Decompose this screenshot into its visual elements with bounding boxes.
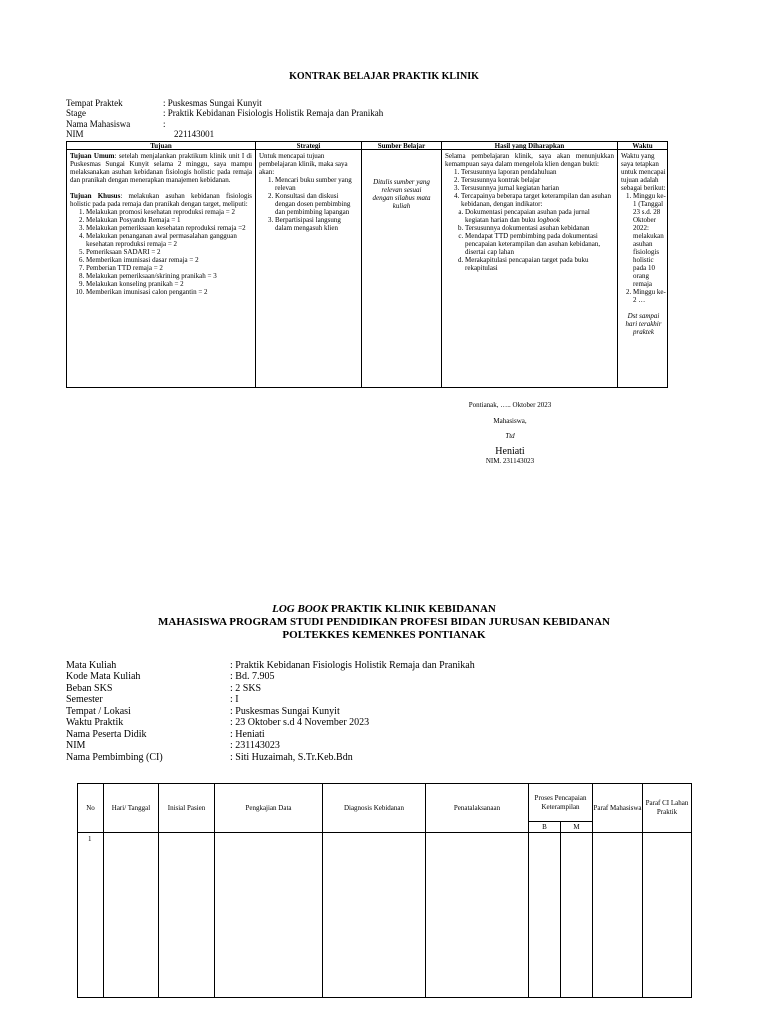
- table-cell[interactable]: [426, 833, 529, 998]
- logbook-subtitle-2: POLTEKKES KEMENKES PONTIANAK: [282, 629, 486, 641]
- logbook-title: [0, 603, 768, 615]
- tujuan-khusus-label: Tujuan Khusus: [70, 192, 121, 200]
- strategi-list: [259, 176, 358, 232]
- col-paraf-ci: Paraf CI Lahan Praktik: [643, 784, 692, 833]
- logbook-title-italic: LOG BOOK: [272, 603, 329, 615]
- table-cell[interactable]: [104, 833, 159, 998]
- list-item: d. Merakapitulasi pencapaian target pada buku rekapitulasi: [465, 256, 614, 272]
- signature-role: Mahasiswa,: [493, 417, 527, 425]
- table-cell[interactable]: [561, 833, 593, 998]
- col-m: M: [561, 822, 593, 833]
- info-value: : Siti Huzaimah, S.Tr.Keb.Bdn: [230, 752, 353, 763]
- info-label: Nama Pembimbing (CI): [66, 752, 163, 763]
- hasil-intro: Selama pembelajaran klinik, saya akan menunjukkan kemampuan saya dalam mengelola klien dengan bukti:: [445, 152, 614, 168]
- table-cell[interactable]: [215, 833, 323, 998]
- header-sumber: Sumber Belajar: [362, 142, 442, 150]
- list-item: 5. Pemeriksaan SADARI = 2: [86, 248, 252, 256]
- info-label: Nama Peserta Didik: [66, 729, 147, 740]
- info-value: : 23 Oktober s.d 4 November 2023: [230, 717, 370, 728]
- list-item: [465, 208, 614, 224]
- info-label: NIM: [66, 740, 86, 751]
- info-label: Mata Kuliah: [66, 660, 117, 671]
- logbook-title-rest: PRAKTIK KLINIK KEBIDANAN: [328, 603, 496, 615]
- info-value: 221143001: [174, 129, 215, 139]
- waktu-intro: Waktu yang saya tetapkan untuk mencapai tujuan adalah sebagai berikut:: [621, 152, 666, 192]
- info-value: :: [163, 119, 166, 129]
- list-item: 3. Berpartisipasi langsung dalam mengasuh klien: [275, 216, 358, 232]
- list-item: 2. Tersusunnya kontrak belajar: [461, 176, 614, 184]
- col-paraf-mahasiswa: Paraf Mahasiswa: [593, 784, 643, 833]
- list-item: 2. Melakukan Posyandu Remaja = 1: [86, 216, 252, 224]
- sub-item-text: Dokumentasi pencapaian asuhan pada jurnal kegiatan harian dan buku: [465, 208, 590, 224]
- col-diagnosis: Diagnosis Kebidanan: [323, 784, 426, 833]
- waktu-note: Dst sampai hari terakhir praktek: [625, 312, 662, 336]
- info-value: : Heniati: [230, 729, 265, 740]
- list-item: c. Mendapat TTD pembimbing pada dokumentasi pencapaian keterampilan dan asuhan kebidanan, disertai cap lahan: [465, 232, 614, 256]
- logbook-word: logbook: [537, 216, 560, 224]
- strategi-intro: Untuk mencapai tujuan pembelajaran klinik, maka saya akan:: [259, 152, 348, 176]
- header-strategi: Strategi: [256, 142, 362, 150]
- table-cell[interactable]: [323, 833, 426, 998]
- info-value: : Puskesmas Sungai Kunyit: [230, 706, 340, 717]
- hasil-sub-list: [445, 208, 614, 272]
- kontrak-title: KONTRAK BELAJAR PRAKTIK KLINIK: [289, 71, 479, 82]
- list-item: 9. Melakukan konseling pranikah = 2: [86, 280, 252, 288]
- header-tujuan: Tujuan: [67, 142, 256, 150]
- tujuan-umum-text: : setelah menjalankan praktikum klinik unit I di Puskesmas Sungai Kunyit selama 2 minggu, saya mampu melaksanakan asuhan kebidanan fisiologis holistic pada remaja dan pranikah dengan menerapkan manajemen kebidanan.: [70, 152, 252, 184]
- list-item: 6. Memberikan imunisasi dasar remaja = 2: [86, 256, 252, 264]
- table-cell[interactable]: [593, 833, 643, 998]
- list-item: 1. Tersusunnya laporan pendahuluan: [461, 168, 614, 176]
- list-item: 2. Konsultasi dan diskusi dengan dosen pembimbing dan pembimbing lapangan: [275, 192, 358, 216]
- sumber-text: Ditulis sumber yang relevan sesuai dengan silabus mata kuliah: [372, 178, 431, 210]
- table-cell[interactable]: [529, 833, 561, 998]
- col-b: B: [529, 822, 561, 833]
- header-hasil: Hasil yang Diharapkan: [442, 142, 618, 150]
- info-label: Stage: [66, 108, 86, 118]
- kontrak-table: [66, 141, 668, 388]
- col-pengkajian: Pengkajian Data: [215, 784, 323, 833]
- row-no: 1: [78, 833, 104, 998]
- cell-sumber: [362, 150, 442, 388]
- list-item: 1. Minggu ke-1 (Tanggal 23 s.d. 28 Oktober 2022: melakukan asuhan fisiologis holistic pada 10 orang remaja: [633, 192, 666, 288]
- cell-strategi: [256, 150, 362, 388]
- info-label: Beban SKS: [66, 683, 113, 694]
- info-label: Semester: [66, 694, 103, 705]
- info-label: Waktu Praktik: [66, 717, 124, 728]
- list-item: 4. Tercapainya beberapa target keterampilan dan asuhan kebidanan, dengan indikator:: [461, 192, 614, 208]
- table-cell[interactable]: [159, 833, 215, 998]
- info-value: : 231143023: [230, 740, 280, 751]
- info-value: : Praktik Kebidanan Fisiologis Holistik Remaja dan Pranikah: [230, 660, 475, 671]
- info-value: : Puskesmas Sungai Kunyit: [163, 98, 262, 108]
- list-item: 2. Minggu ke-2 …: [633, 288, 666, 304]
- hasil-list: [445, 168, 614, 208]
- col-penatalaksanaan: Penatalaksanaan: [426, 784, 529, 833]
- col-inisial: Inisial Pasien: [159, 784, 215, 833]
- info-label: Tempat / Lokasi: [66, 706, 131, 717]
- list-item: 1. Mencari buku sumber yang relevan: [275, 176, 358, 192]
- cell-tujuan: [67, 150, 256, 388]
- signature-nim: NIM. 231143023: [485, 457, 535, 465]
- info-label: Tempat Praktek: [66, 98, 123, 108]
- list-item: 3. Melakukan pemeriksaan kesehatan reproduksi remaja =2: [86, 224, 252, 232]
- signature-ttd: Ttd: [505, 432, 515, 440]
- tujuan-khusus-text: : melakukan asuhan kebidanan fisiologis holistic pada pada remaja dan pranikah dengan target, meliputi:: [70, 192, 253, 208]
- info-value: : Praktik Kebidanan Fisiologis Holistik Remaja dan Pranikah: [163, 108, 384, 118]
- info-label: Kode Mata Kuliah: [66, 671, 141, 682]
- list-item: 8. Melakukan pemeriksaan/skrining pranikah = 3: [86, 272, 252, 280]
- col-proses: Proses Pencapaian Keterampilan: [529, 784, 593, 822]
- list-item: 3. Tersusunnya jurnal kegiatan harian: [461, 184, 614, 192]
- table-cell[interactable]: [643, 833, 692, 998]
- info-label: Nama Mahasiswa: [66, 119, 131, 129]
- signature-name: Heniati: [495, 446, 525, 457]
- cell-waktu: [618, 150, 668, 388]
- info-value: : I: [230, 694, 239, 705]
- cell-hasil: [442, 150, 618, 388]
- logbook-subtitle-1: MAHASISWA PROGRAM STUDI PENDIDIKAN PROFESI BIDAN JURUSAN KEBIDANAN: [158, 616, 610, 628]
- col-hari: Hari/ Tanggal: [104, 784, 159, 833]
- tujuan-list: [70, 208, 252, 296]
- signature-place-date: Pontianak, ….. Oktober 2023: [468, 401, 552, 409]
- list-item: 1. Melakukan promosi kesehatan reproduksi remaja = 2: [86, 208, 252, 216]
- list-item: b. Tersusunnya dokumentasi asuhan kebidanan: [465, 224, 614, 232]
- list-item: 4. Melakukan penanganan awal permasalahan gangguan kesehatan reproduksi remaja = 2: [86, 232, 252, 248]
- list-item: 10. Memberikan imunisasi calon pengantin = 2: [86, 288, 252, 296]
- header-waktu: Waktu: [618, 142, 668, 150]
- info-value: : Bd. 7.905: [230, 671, 275, 682]
- list-item: 7. Pemberian TTD remaja = 2: [86, 264, 252, 272]
- info-value: : 2 SKS: [230, 683, 262, 694]
- logbook-table: [77, 783, 692, 998]
- info-label: NIM: [66, 129, 84, 139]
- waktu-list: [621, 192, 666, 304]
- col-no: No: [78, 784, 104, 833]
- tujuan-umum-label: Tujuan Umum: [70, 152, 115, 160]
